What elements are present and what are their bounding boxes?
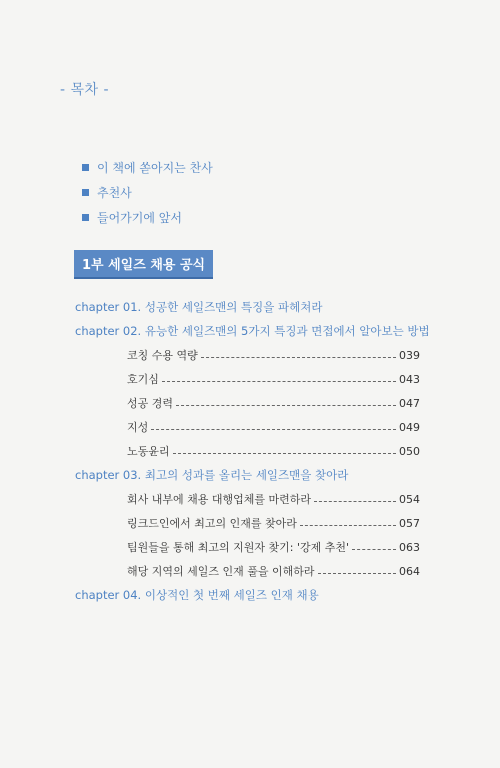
intro-item-label: 들어가기에 앞서: [97, 211, 182, 225]
chapter-1[interactable]: chapter 01. 성공한 세일즈맨의 특징을 파헤쳐라: [75, 300, 323, 314]
section-label: 해당 지역의 세일즈 인재 풀을 이해하라: [127, 565, 315, 578]
section-label: 링크드인에서 최고의 인재를 찾아라: [127, 517, 297, 530]
toc-section[interactable]: [127, 487, 420, 511]
toc-section[interactable]: [127, 367, 420, 391]
page-number: 039: [399, 348, 420, 362]
intro-item-label: 추천사: [97, 186, 132, 200]
intro-item[interactable]: [82, 205, 213, 230]
intro-list: [82, 155, 213, 230]
intro-item[interactable]: [82, 155, 213, 180]
dot-leader: [314, 501, 396, 502]
toc-section[interactable]: [127, 415, 420, 439]
page-number: 043: [399, 372, 420, 386]
square-bullet-icon: [82, 214, 89, 221]
page-number: 064: [399, 564, 420, 578]
page-number: 050: [399, 444, 420, 458]
section-label: 코칭 수용 역량: [127, 349, 198, 362]
part-banner: 1부 세일즈 채용 공식: [74, 250, 213, 279]
toc-section[interactable]: [127, 511, 420, 535]
page-title: - 목차 -: [60, 82, 110, 98]
section-label: 성공 경력: [127, 397, 174, 410]
chapter-2[interactable]: chapter 02. 유능한 세일즈맨의 5가지 특징과 면접에서 알아보는 방법: [75, 324, 430, 338]
page-number: 049: [399, 420, 420, 434]
table-of-contents: [75, 295, 430, 607]
chapter-4[interactable]: chapter 04. 이상적인 첫 번째 세일즈 인재 채용: [75, 588, 319, 602]
page-number: 054: [399, 492, 420, 506]
toc-section[interactable]: [127, 391, 420, 415]
chapter-3[interactable]: chapter 03. 최고의 성과를 올리는 세일즈맨을 찾아라: [75, 468, 349, 482]
toc-section[interactable]: [127, 559, 420, 583]
page-number: 063: [399, 540, 420, 554]
dot-leader: [151, 429, 396, 430]
dot-leader: [176, 405, 396, 406]
section-label: 회사 내부에 채용 대행업체를 마련하라: [127, 493, 312, 506]
dot-leader: [318, 573, 397, 574]
toc-section[interactable]: [127, 343, 420, 367]
page-number: 057: [399, 516, 420, 530]
section-label: 팀원들을 통해 최고의 지원자 찾기: '강제 추천': [127, 541, 349, 554]
toc-section[interactable]: [127, 535, 420, 559]
section-label: 호기심: [127, 373, 159, 386]
toc-section[interactable]: [127, 439, 420, 463]
intro-item[interactable]: [82, 180, 213, 205]
section-label: 지성: [127, 421, 149, 434]
square-bullet-icon: [82, 189, 89, 196]
intro-item-label: 이 책에 쏟아지는 찬사: [97, 161, 213, 175]
section-label: 노동윤리: [127, 445, 170, 458]
dot-leader: [173, 453, 396, 454]
dot-leader: [300, 525, 396, 526]
dot-leader: [162, 381, 396, 382]
page-number: 047: [399, 396, 420, 410]
dot-leader: [201, 357, 396, 358]
square-bullet-icon: [82, 164, 89, 171]
dot-leader: [352, 549, 396, 550]
